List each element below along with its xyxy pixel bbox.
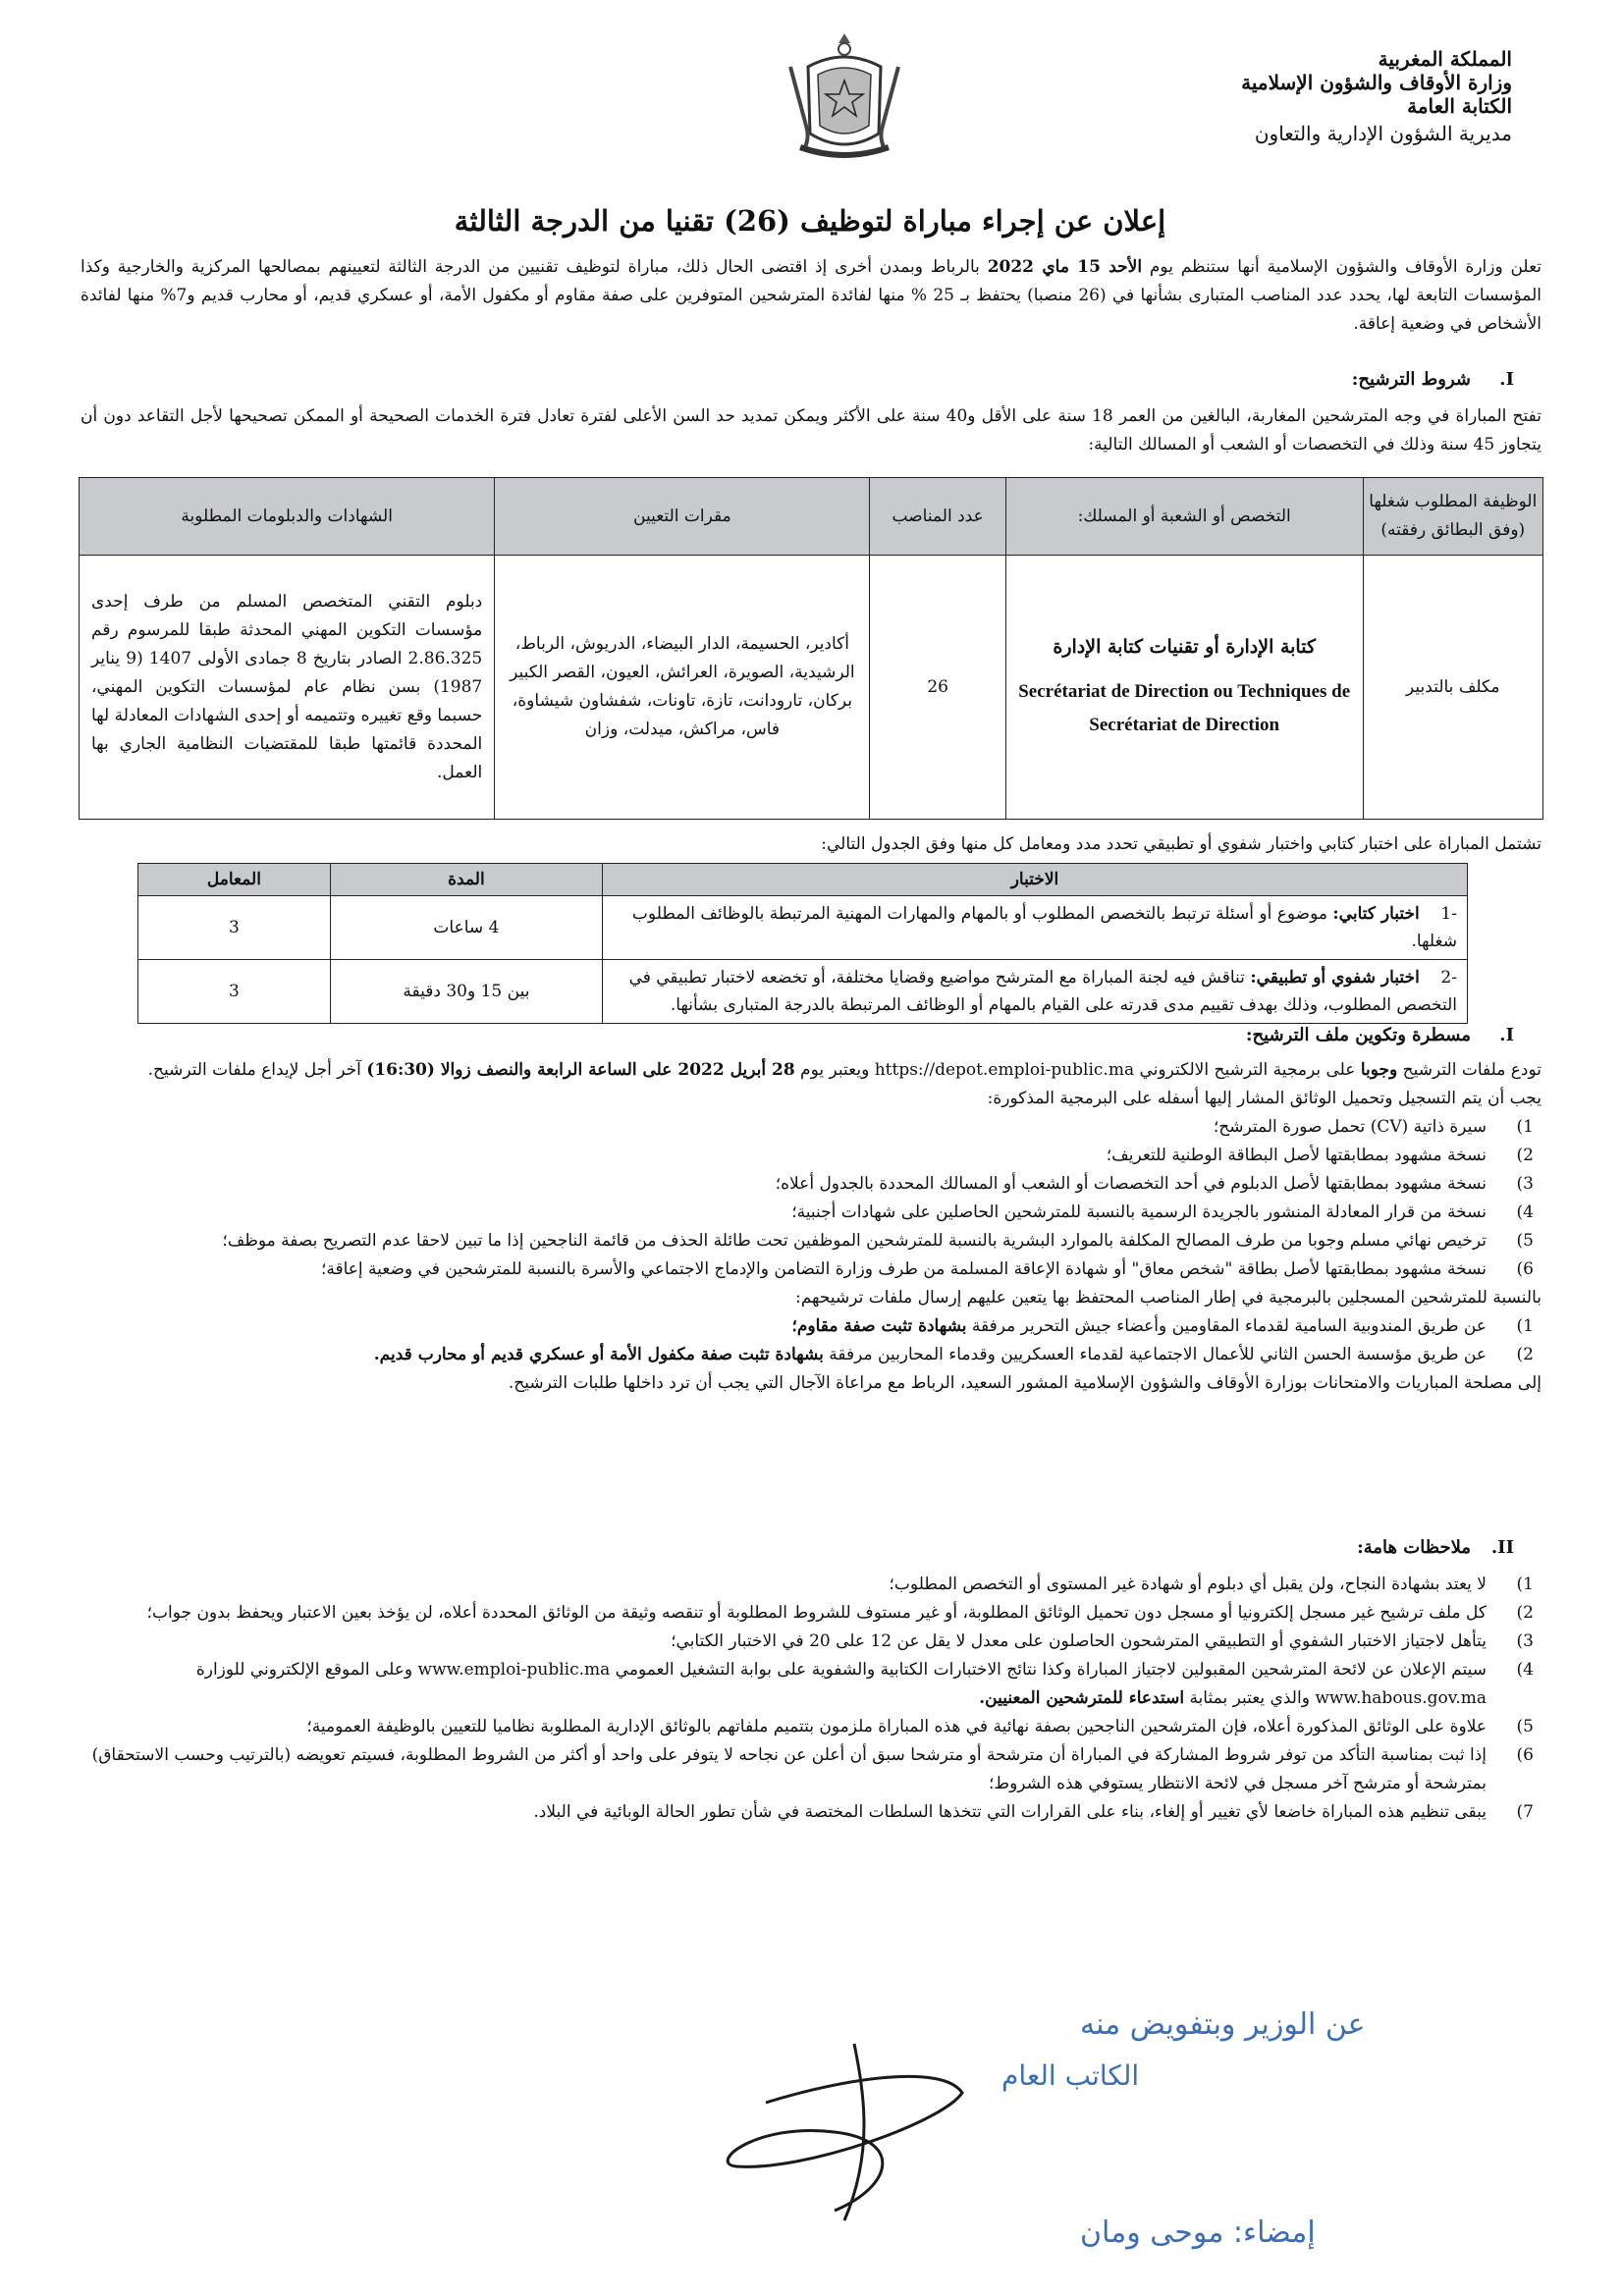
exam-description: تناقش فيه لجنة المباراة مع المترشح مواضيع وقضايا مختلفة، أو تخضعه لاختبار تطبيقي في التخصص المطلوب، وذلك بهدف تقييم مدى قدرته على القيام بالمهام أو الوظائف المرتبطة بالدرجة المتبارى بشأنها. xyxy=(628,968,1457,1015)
list-item xyxy=(81,1599,1541,1628)
section-number: I. xyxy=(1499,369,1514,390)
conditions-paragraph: تفتح المباراة في وجه المترشحين المغاربة، البالغين من العمر 18 سنة على الأقل و40 سنة على الأكثر ويمكن تمديد حد السن الأعلى لفترة تعادل فترة الخدمات الصحيحة أو الممكن تصحيحها لأجل التقاعد دون أن يتجاوز 45 سنة وذلك في التخصصات أو الشعب أو المسالك التالية: xyxy=(81,406,1541,454)
item-text: يبقى تنظيم هذه المباراة خاضعا لأي تغيير أو إلغاء، بناء على القرارات التي تتخذها السلطات المختصة في شأن تطور الحالة الوبائية في البلاد. xyxy=(533,1802,1487,1822)
deposit-deadline: 28 أبريل 2022 على الساعة الرابعة والنصف زوالا (16:30) xyxy=(366,1060,795,1080)
ministry-name: وزارة الأوقاف والشؤون الإسلامية xyxy=(1241,71,1512,94)
list-item xyxy=(81,1312,1541,1341)
item-number: 1) xyxy=(1516,1316,1534,1336)
item-number: 7) xyxy=(1516,1802,1534,1822)
item-text: نسخة مشهود بمطابقتها لأصل البطاقة الوطنية للتعريف؛ xyxy=(1106,1146,1487,1165)
list-item xyxy=(81,1628,1541,1656)
table-header-row xyxy=(138,864,1468,896)
exam-description: موضوع أو أسئلة ترتبط بالتخصص المطلوب أو بالمهام والمهارات المهنية المرتبطة بالوظائف المطلوب شغلها. xyxy=(631,904,1457,951)
header-job: الوظيفة المطلوب شغلها (وفق البطائق رفقته) xyxy=(1363,478,1542,556)
ministry-header xyxy=(1241,47,1512,145)
item-text: يتأهل لاجتياز الاختبار الشفوي أو التطبيقي المترشحون الحاصلون على معدل لا يقل عن 12 على 20 في الاختبار الكتابي؛ xyxy=(671,1631,1487,1651)
list-item xyxy=(81,1227,1541,1255)
item-number: 4) xyxy=(1516,1660,1534,1680)
list-item xyxy=(81,1113,1541,1142)
item-bold-text: بشهادة تثبت صفة مكفول الأمة أو عسكري قديم أو محارب قديم. xyxy=(373,1345,824,1364)
kingdom-name: المملكة المغربية xyxy=(1378,47,1512,71)
list-item xyxy=(81,1571,1541,1599)
item-text: سيرة ذاتية (CV) تحمل صورة المترشح؛ xyxy=(1213,1117,1487,1137)
item-text: عن طريق المندوبية السامية لقدماء المقاومين وأعضاء جيش التحرير مرفقة xyxy=(966,1316,1487,1336)
list-item xyxy=(81,1798,1541,1827)
header-duration: المدة xyxy=(330,864,602,896)
item-text: نسخة من قرار المعادلة المنشور بالجريدة الرسمية بالنسبة للمترشحين الحاصلين على شهادات أجنبية؛ xyxy=(791,1202,1487,1222)
deposit-text-a: تودع ملفات الترشيح xyxy=(1397,1060,1541,1080)
coat-of-arms-emblem xyxy=(781,27,908,165)
deposit-paragraph xyxy=(81,1056,1541,1085)
item-text: عن طريق مؤسسة الحسن الثاني للأعمال الاجتماعية لقدماء العسكريين وقدماء المحاربين مرفقة xyxy=(823,1345,1487,1364)
handwritten-signature xyxy=(728,2044,962,2220)
section-title: شروط الترشيح: xyxy=(1351,369,1471,390)
procedure-block xyxy=(81,1056,1541,1398)
upload-instructions: يجب أن يتم التسجيل وتحميل الوثائق المشار إليها أسفله على البرمجية المذكورة: xyxy=(987,1089,1541,1108)
list-item xyxy=(81,1199,1541,1227)
item-number: 5) xyxy=(1516,1231,1534,1251)
exam-label: اختبار كتابي: xyxy=(1332,904,1420,924)
list-item xyxy=(81,1341,1541,1369)
header-diplomas: الشهادات والدبلومات المطلوبة xyxy=(80,478,495,556)
header-exam: الاختبار xyxy=(602,864,1467,896)
exams-table xyxy=(137,863,1468,1024)
signature-line-2: الكاتب العام xyxy=(1001,2059,1140,2092)
cell-duration: بين 15 و30 دقيقة xyxy=(330,960,602,1024)
cell-coefficient: 3 xyxy=(138,960,331,1024)
cell-exam xyxy=(602,960,1467,1024)
exam-number: -1 xyxy=(1440,904,1457,924)
item-number: 5) xyxy=(1516,1717,1534,1736)
speciality-arabic: كتابة الإدارة أو تقنيات كتابة الإدارة xyxy=(1053,635,1316,658)
deposit-mandatory: وجوبا xyxy=(1360,1060,1398,1080)
cell-job: مكلف بالتدبير xyxy=(1363,556,1542,820)
table-row xyxy=(138,960,1468,1024)
intro-paragraph xyxy=(81,253,1541,339)
directorate-name: مديرية الشؤون الإدارية والتعاون xyxy=(1254,122,1512,145)
deposit-text-e: آخر أجل لإيداع ملفات الترشيح. xyxy=(147,1060,367,1080)
reserved-intro: بالنسبة للمترشحين المسجلين بالبرمجية في إطار المناصب المحتفظ بها يتعين عليهم إرسال ملفات ترشيحهم: xyxy=(795,1288,1541,1308)
general-secretariat: الكتابة العامة xyxy=(1407,94,1512,118)
exam-label: اختبار شفوي أو تطبيقي: xyxy=(1250,968,1420,988)
list-item xyxy=(81,1142,1541,1170)
item-number: 3) xyxy=(1516,1631,1534,1651)
item-text: نسخة مشهود بمطابقتها لأصل الدبلوم في أحد التخصصات أو الشعب أو المسالك المحددة بالجدول أعلاه؛ xyxy=(775,1174,1487,1194)
section-conditions-heading xyxy=(1352,369,1514,390)
list-item xyxy=(81,1656,1541,1713)
item-bold-text: استدعاء للمترشحين المعنيين. xyxy=(979,1688,1185,1708)
item-number: 1) xyxy=(1516,1575,1534,1594)
speciality-french: Secrétariat de Direction ou Techniques de Secrétariat de Direction xyxy=(1018,680,1351,735)
cell-count: 26 xyxy=(870,556,1005,820)
item-number: 4) xyxy=(1516,1202,1534,1222)
item-text: نسخة مشهود بمطابقتها لأصل بطاقة "شخص معاق" أو شهادة الإعاقة المسلمة من طرف وزارة التضامن والإدماج الاجتماعي والأسرة بالنسبة للمترشحين في وضعية إعاقة؛ xyxy=(320,1259,1487,1279)
cell-duration: 4 ساعات xyxy=(330,896,602,960)
item-number: 6) xyxy=(1516,1745,1534,1765)
intro-text-a: تعلن وزارة الأوقاف والشؤون الإسلامية أنها ستنظم يوم xyxy=(1142,257,1541,277)
item-text: كل ملف ترشيح غير مسجل إلكترونيا أو مسجل دون تحميل الوثائق المطلوبة، أو غير مستوف للشروط المطلوبة أو تنقصه وثيقة من الوثائق المحددة أعلاه، لن يؤخذ بعين الاعتبار ويحفظ بدون جواب؛ xyxy=(146,1603,1487,1623)
item-text: إذا ثبت بمناسبة التأكد من توفر شروط المشاركة في المباراة أن مترشحة أو مترشحا سبق أن أعلن عن نجاحه لا يتوفر على واحد أو أكثر من الشروط المطلوبة، فسيتم تعويضه (بالترتيب وحسب الاستحقاق) بمترشحة أو مترشح آخر مسجل في لائحة الانتظار يستوفي هذه الشروط؛ xyxy=(91,1745,1487,1793)
list-item xyxy=(81,1741,1541,1798)
table-row xyxy=(138,896,1468,960)
exam-date: الأحد 15 ماي 2022 xyxy=(987,257,1143,277)
header-speciality: التخصص أو الشعبة أو المسلك: xyxy=(1005,478,1363,556)
list-item xyxy=(81,1170,1541,1199)
deposit-text-c: على برمجية الترشيح الالكتروني https://depot.emploi-public.ma ويعتبر يوم xyxy=(794,1060,1361,1080)
section-notes-heading xyxy=(1357,1537,1514,1558)
header-count: عدد المناصب xyxy=(870,478,1005,556)
item-text: ترخيص نهائي مسلم وجوبا من طرف المصالح المكلفة بالموارد البشرية بالنسبة للمترشحين الموظفين تحت طائلة الحذف من قائمة الناجحين إذا ما تبين لاحقا عدم التصريح بصفة موظف؛ xyxy=(222,1231,1487,1251)
intro-text-b: بالرباط وبمدن أخرى إذ اقتضى الحال ذلك، مباراة لتوظيف تقنيين من الدرجة الثالثة لتعيينهم بمصالحها المركزية والخارجية وكذا المؤسسات التابعة لها، يحدد عدد المناصب المتبارى بشأنها في (26 منصبا) يحتفظ بـ 25 % منها لفائدة المترشحين المتوفرين على صفة مقاوم أو مكفول الأمة، أو عسكري قديم، أو محارب قديم و7% منها لفائدة الأشخاص في وضعية إعاقة. xyxy=(81,257,1541,334)
item-text: لا يعتد بشهادة النجاح، ولن يقبل أي دبلوم أو شهادة غير المستوى أو التخصص المطلوب؛ xyxy=(889,1575,1487,1594)
list-item xyxy=(81,1713,1541,1741)
section-procedure-heading xyxy=(1246,1025,1514,1045)
item-number: 6) xyxy=(1516,1259,1534,1279)
section-title: مسطرة وتكوين ملف الترشيح: xyxy=(1245,1025,1471,1045)
table-header-row xyxy=(80,478,1543,556)
header-locations: مقرات التعيين xyxy=(495,478,870,556)
cell-exam xyxy=(602,896,1467,960)
signature-line-1: عن الوزير وبتفويض منه xyxy=(1080,2007,1366,2042)
list-item xyxy=(81,1255,1541,1284)
section-title: ملاحظات هامة: xyxy=(1357,1537,1471,1558)
cell-diplomas: دبلوم التقني المتخصص المسلم من طرف إحدى مؤسسات التكوين المهني المحدثة طبقا للمرسوم رقم 2.86.325 الصادر بتاريخ 8 جمادى الأولى 1407 (9 يناير 1987) بسن نظام عام لمؤسسات التكوين المهني، حسبما وقع تغييره وتتميمه أو إحدى الشهادات المعادلة لها المحددة قائمتها طبقا للمقتضيات النظامية الجاري بها العمل. xyxy=(80,556,495,820)
signature-line-3: إمضاء: موحى ومان xyxy=(1080,2216,1316,2250)
notes-block xyxy=(81,1571,1541,1827)
section-number: I. xyxy=(1499,1025,1514,1045)
item-text: علاوة على الوثائق المذكورة أعلاه، فإن المترشحين الناجحين بصفة نهائية في هذه المباراة ملزمون بتتميم ملفاتهم بالوثائق الإدارية المطلوبة نظاميا للتعيين بالوظيفة العمومية؛ xyxy=(306,1717,1487,1736)
item-number: 3) xyxy=(1516,1174,1534,1194)
signature-stamp xyxy=(648,1985,1366,2269)
item-number: 2) xyxy=(1516,1146,1534,1165)
item-bold-text: بشهادة تثبت صفة مقاوم؛ xyxy=(791,1316,967,1336)
announcement-title: إعلان عن إجراء مباراة لتوظيف (26) تقنيا من الدرجة الثالثة xyxy=(454,204,1166,238)
exam-intro: تشتمل المباراة على اختبار كتابي واختبار شفوي أو تطبيقي تحدد مدد ومعامل كل منها وفق الجدول التالي: xyxy=(821,834,1541,854)
positions-table xyxy=(79,477,1543,820)
item-text: سيتم الإعلان عن لائحة المترشحين المقبولين لاجتياز المباراة وكذا نتائج الاختبارات الكتابية والشفوية على بوابة التشغيل العمومي www.emploi-public.ma وعلى الموقع الإلكتروني للوزارة www.habous.gov.ma والذي يعتبر بمثابة xyxy=(195,1660,1487,1708)
section-number: II. xyxy=(1490,1537,1514,1558)
item-number: 2) xyxy=(1516,1345,1534,1364)
header-coefficient: المعامل xyxy=(138,864,331,896)
reserved-end: إلى مصلحة المباريات والامتحانات بوزارة الأوقاف والشؤون الإسلامية المشور السعيد، الرباط مع مراعاة الآجال التي يجب أن ترد داخلها طلبات الترشيح. xyxy=(508,1373,1541,1393)
exam-number: -2 xyxy=(1440,968,1457,988)
table-row xyxy=(80,556,1543,820)
item-number: 1) xyxy=(1516,1117,1534,1137)
cell-speciality xyxy=(1005,556,1363,820)
cell-coefficient: 3 xyxy=(138,896,331,960)
item-number: 2) xyxy=(1516,1603,1534,1623)
cell-locations: أكادير، الحسيمة، الدار البيضاء، الدريوش، الرباط، الرشيدية، الصويرة، العرائش، العيون، القصر الكبير بركان، تارودانت، تازة، تاونات، شفشاون شيشاوة، فاس، مراكش، ميدلت، وزان xyxy=(495,556,870,820)
